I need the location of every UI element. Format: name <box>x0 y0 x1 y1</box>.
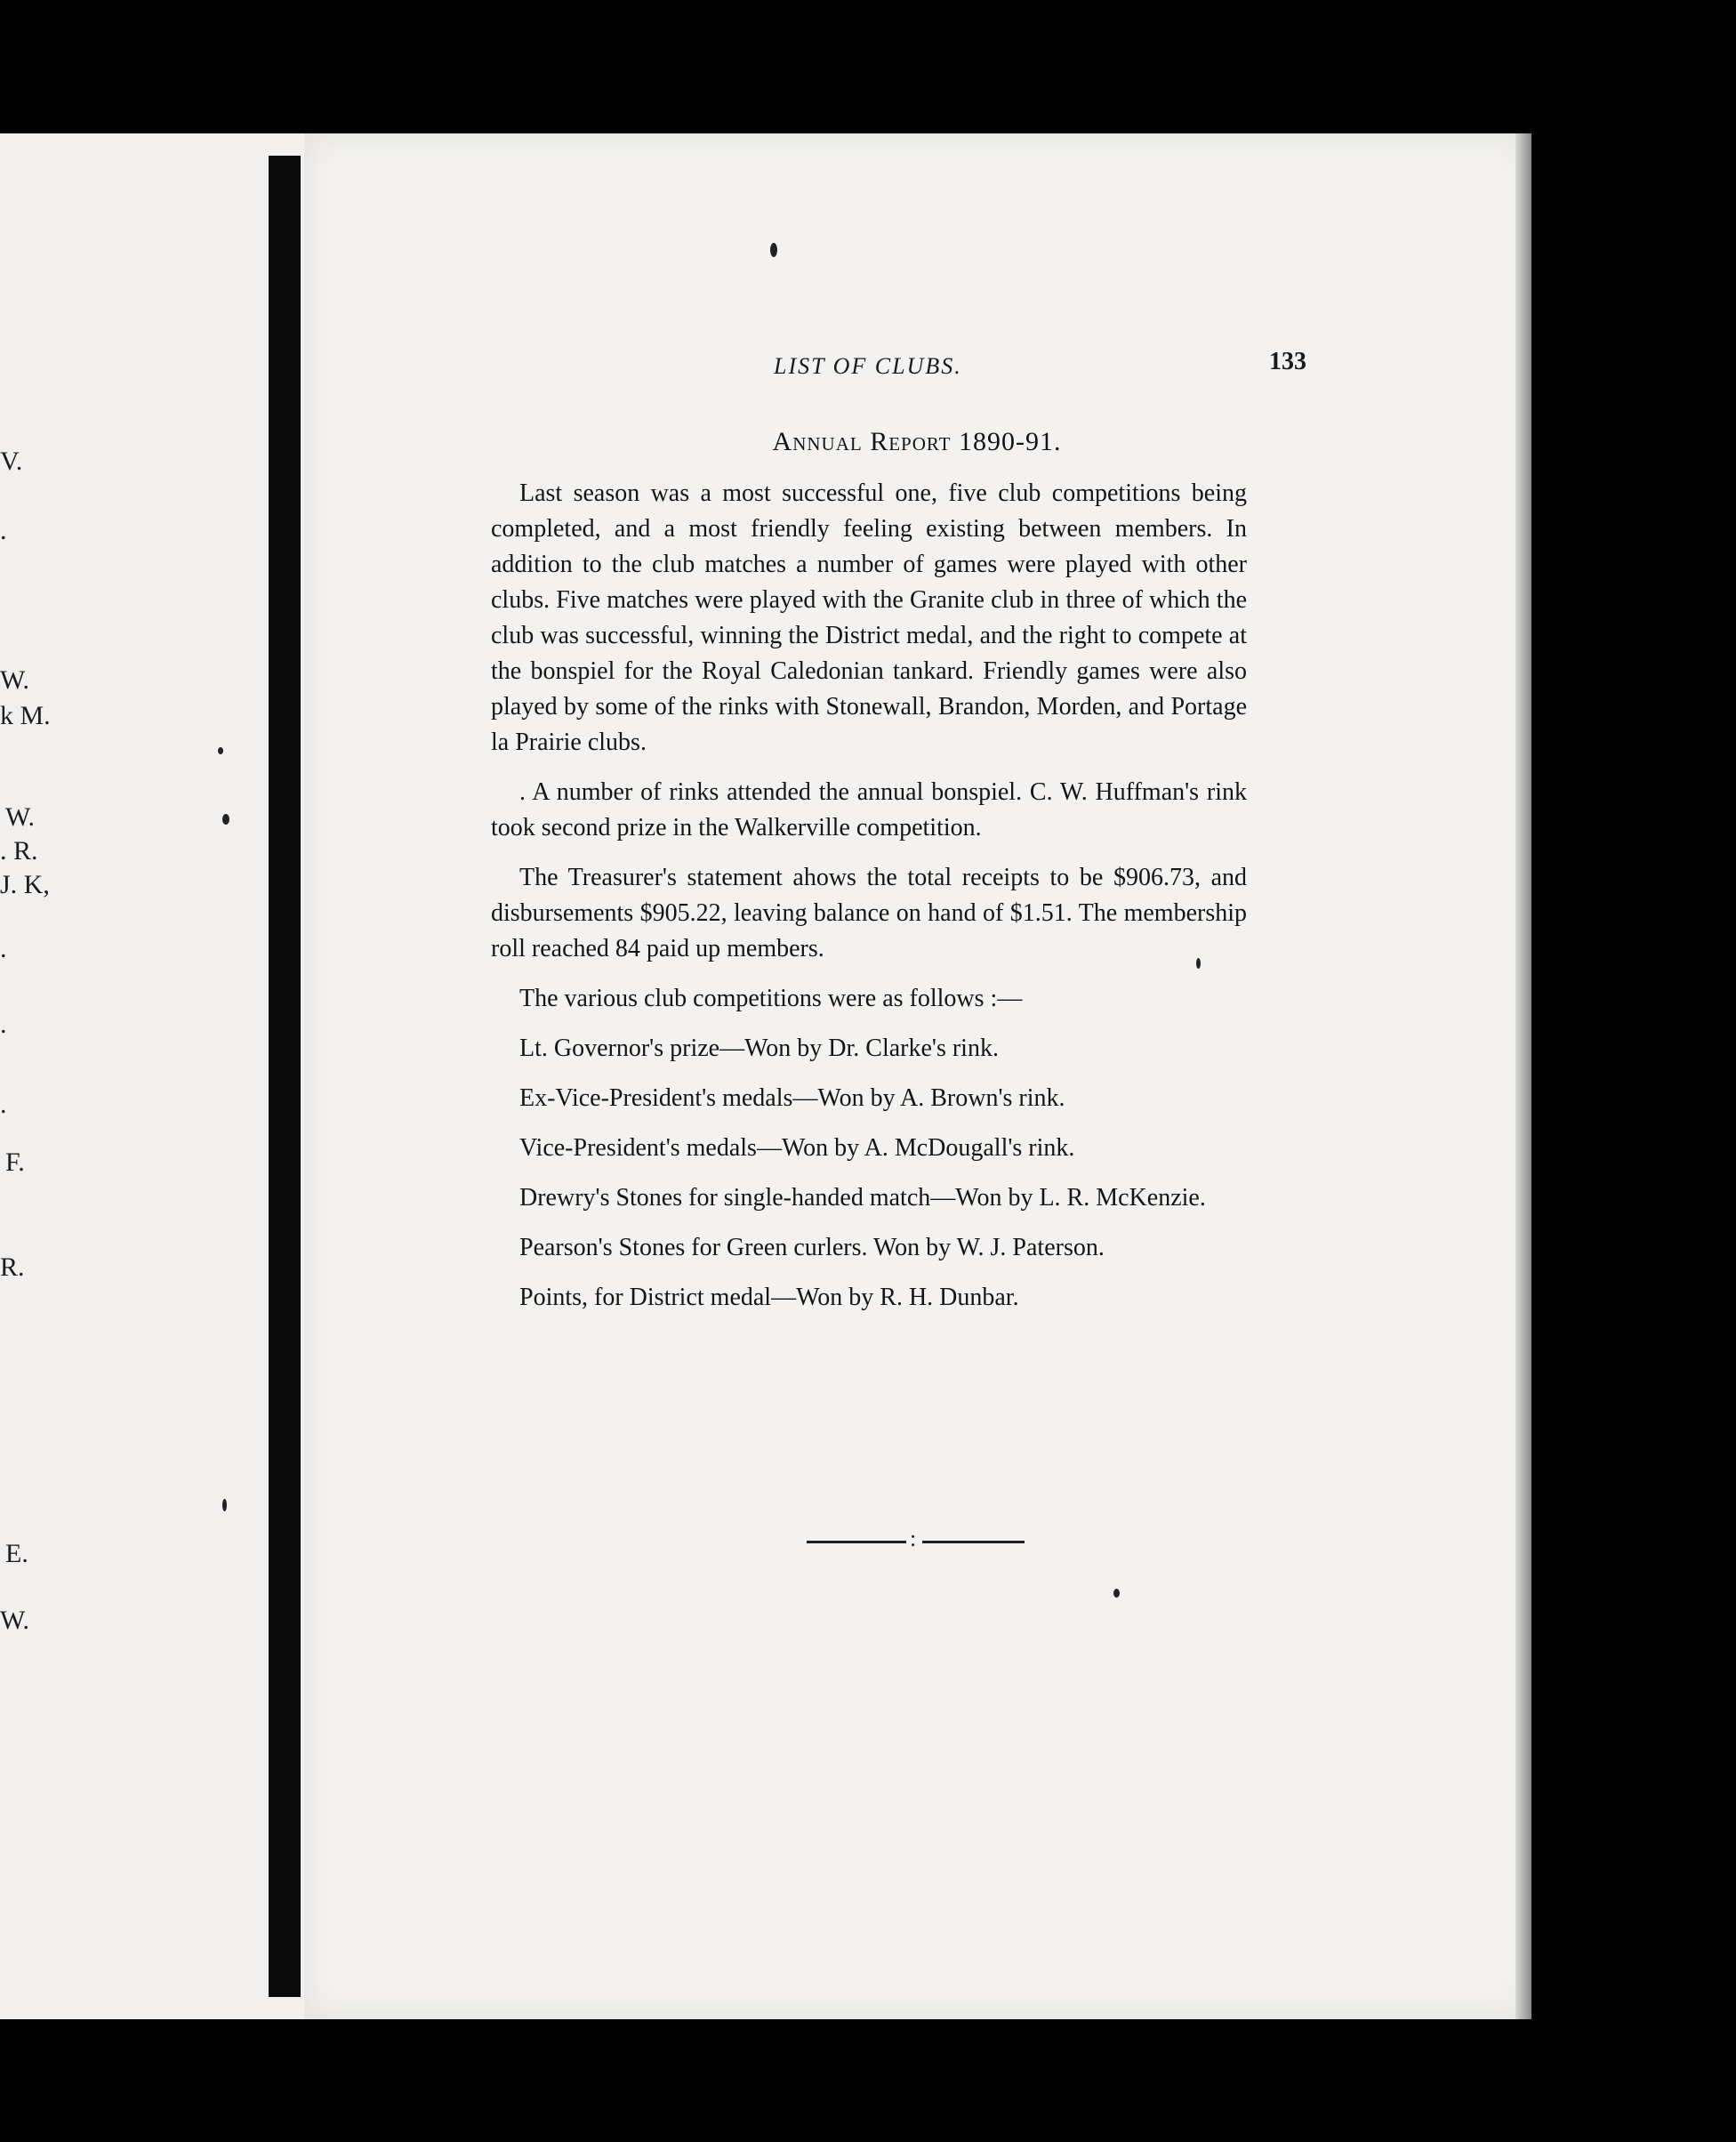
margin-fragment: . R. <box>0 836 38 866</box>
margin-fragment: R. <box>0 1252 25 1282</box>
divider-dash <box>922 1541 1025 1543</box>
paragraph: Last season was a most successful one, five club competitions being completed, and a most friendly feeling existing between members. In addition to the club matches a number of games were played with other clubs. Five matches were played with the Granite club in three of which the club was successful, winning the District medal, and the right to compete at the bonspiel for the Royal Caledonian tankard. Friendly games were also played by some of the rinks with Stonewall, Brandon, Morden, and Portage la Prairie clubs. <box>491 479 1247 756</box>
margin-fragment: F. <box>5 1148 25 1177</box>
margin-fragment: V. <box>0 447 23 476</box>
list-item: Vice-President's medals—Won by A. McDougall's rink. <box>519 1134 1075 1162</box>
margin-fragment: W. <box>0 665 30 695</box>
list-item: Points, for District medal—Won by R. H. Dunbar. <box>519 1284 1019 1311</box>
book-gutter-shadow <box>269 156 301 1997</box>
margin-fragment: J. K, <box>0 870 50 899</box>
margin-fragment: W. <box>0 1606 30 1635</box>
ink-speck <box>1113 1589 1120 1598</box>
list-item: Ex-Vice-President's medals—Won by A. Brown's rink. <box>519 1084 1065 1112</box>
margin-fragment: . <box>0 516 7 545</box>
margin-fragment: k M. <box>0 701 51 730</box>
divider-colon: : <box>910 1526 917 1551</box>
ink-speck <box>1196 958 1201 969</box>
left-facing-page <box>0 133 260 2019</box>
divider-dash <box>807 1541 906 1543</box>
section-divider <box>807 1526 1025 1551</box>
margin-fragment: . <box>0 1090 7 1119</box>
page-number: 133 <box>1269 348 1306 375</box>
paragraph: . A number of rinks attended the annual bonspiel. C. W. Huffman's rink took second prize in the Walkerville competition. <box>491 778 1247 842</box>
ink-speck <box>222 1499 227 1511</box>
margin-fragment: . <box>0 934 7 963</box>
list-item: The various club competitions were as follows :— <box>519 985 1023 1012</box>
list-item: Drewry's Stones for single-handed match—Won by L. R. McKenzie. <box>519 1184 1206 1212</box>
running-head <box>304 348 1530 389</box>
margin-fragment: W. <box>5 802 36 832</box>
report-body <box>491 476 1247 1330</box>
ink-speck <box>218 747 223 754</box>
list-item: Pearson's Stones for Green curlers. Won by W. J. Paterson. <box>519 1234 1105 1261</box>
list-item: Lt. Governor's prize—Won by Dr. Clarke's rink. <box>519 1035 999 1062</box>
running-title: LIST OF CLUBS. <box>774 353 962 379</box>
right-page <box>304 133 1530 2019</box>
paragraph: The Treasurer's statement ahows the total receipts to be $906.73, and disbursements $905.22, leaving balance on hand of $1.51. The membership roll reached 84 paid up members. <box>491 864 1247 962</box>
report-heading: Annual Report 1890-91. <box>772 427 1062 456</box>
competitions-list <box>491 981 1247 1316</box>
page-edge <box>1515 133 1531 2019</box>
margin-fragment: . <box>0 1010 7 1039</box>
ink-speck <box>222 814 229 825</box>
ink-speck <box>770 243 777 257</box>
margin-fragment: E. <box>5 1539 28 1568</box>
